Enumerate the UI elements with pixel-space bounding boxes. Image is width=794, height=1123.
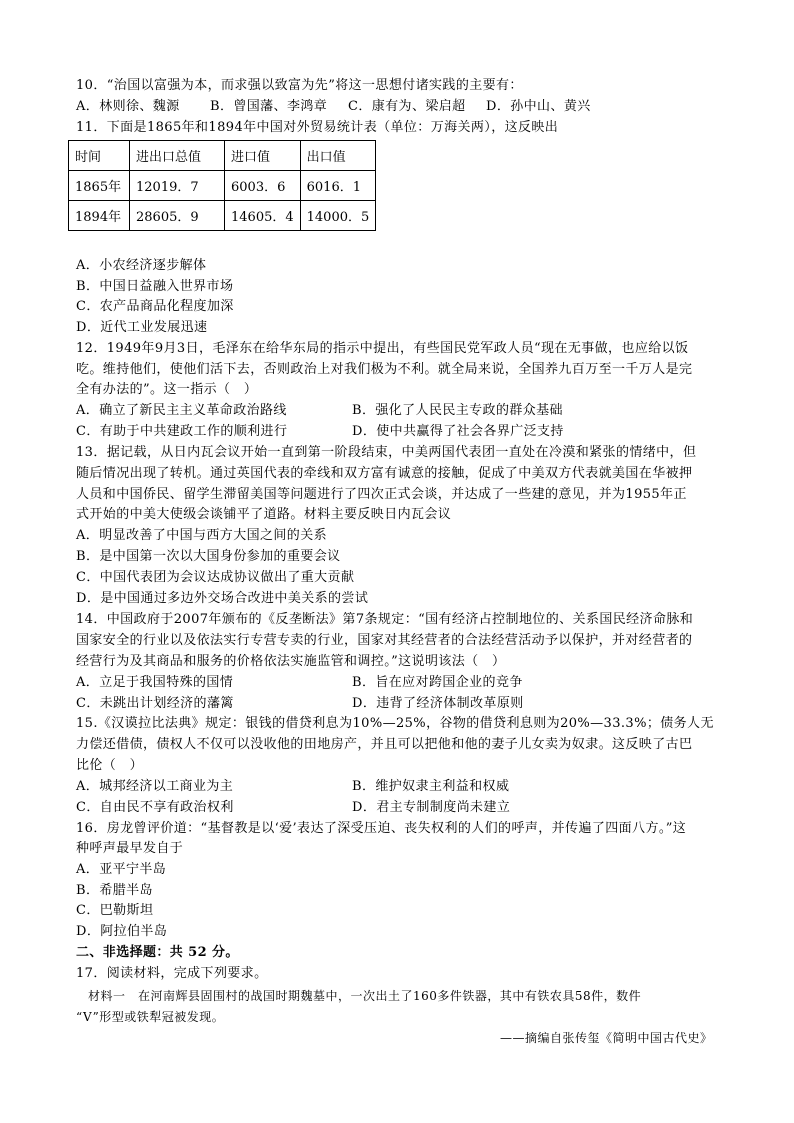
q10-option-d: D．孙中山、黄兴 xyxy=(486,99,591,114)
table-cell: 1865年 xyxy=(69,171,130,201)
material-one-line: 材料一 在河南辉县固围村的战国时期魏墓中，一次出土了160多件铁器，其中有铁农具58件，数件 xyxy=(88,989,642,1003)
q14-option-d: D．违背了经济体制改革原则 xyxy=(352,696,524,711)
table-cell: 1894年 xyxy=(69,201,130,231)
table-header-cell: 时间 xyxy=(69,141,130,171)
section-heading: 二、非选择题：共 52 分。 xyxy=(76,945,239,960)
material-one-line: “V”形型或铁犁冠被发现。 xyxy=(76,1010,225,1024)
question-14-line: 14．中国政府于2007年颁布的《反垄断法》第7条规定：“国有经济占控制地位的、关系国民经济命脉和 xyxy=(76,612,694,627)
q11-option-b: B．中国日益融入世界市场 xyxy=(76,279,234,294)
trade-statistics-table xyxy=(68,140,376,231)
q11-option-c: C．农产品商品化程度加深 xyxy=(76,299,234,314)
q15-option-a: A．城邦经济以工商业为主 xyxy=(76,779,234,794)
q10-option-a: A．林则徐、魏源 xyxy=(76,99,180,114)
q11-option-a: A．小农经济逐步解体 xyxy=(76,258,207,273)
q13-option-a: A．明显改善了中国与西方大国之间的关系 xyxy=(76,528,327,543)
q13-option-c: C．中国代表团为会议达成协议做出了重大贡献 xyxy=(76,570,355,585)
question-14-line: 经营行为及其商品和服务的价格依法实施监管和调控。”这说明该法（ ） xyxy=(76,654,506,669)
q16-option-b: B．希腊半岛 xyxy=(76,883,153,898)
q12-option-b: B．强化了人民民主专政的群众基础 xyxy=(352,403,563,418)
table-cell: 14605．4 xyxy=(225,201,301,231)
question-15-line: 15.《汉谟拉比法典》规定：银钱的借贷利息为10%—25%，谷物的借贷利息则为20%—33.3%；债务人无 xyxy=(76,716,714,731)
q13-option-b: B．是中国第一次以大国身份参加的重要会议 xyxy=(76,549,341,564)
table-header-cell: 进出口总值 xyxy=(130,141,225,171)
question-10-stem: 10．“治国以富强为本，而求强以致富为先”将这一思想付诸实践的主要有： xyxy=(76,78,523,93)
table-row xyxy=(69,171,376,201)
q14-option-c: C．未跳出计划经济的藩篱 xyxy=(76,696,234,711)
question-11-stem: 11．下面是1865年和1894年中国对外贸易统计表（单位：万海关两），这反映出 xyxy=(76,120,559,135)
q14-option-b: B．旨在应对跨国企业的竞争 xyxy=(352,675,523,690)
question-13-line: 式开始的中美大使级会谈铺平了道路。材料主要反映日内瓦会议 xyxy=(76,507,452,522)
table-cell: 28605．9 xyxy=(130,201,225,231)
q15-option-c: C．自由民不享有政治权利 xyxy=(76,800,234,815)
question-13-line: 随后情况出现了转机。通过英国代表的牵线和双方富有诚意的接触，促成了中美双方代表就美国在华被押 xyxy=(76,466,693,481)
q10-option-b: B．曾国藩、李鸿章 xyxy=(210,99,328,114)
q16-option-c: C．巴勒斯坦 xyxy=(76,903,154,918)
question-15-line: 力偿还借债，债权人不仅可以没收他的田地房产，并且可以把他和他的妻子儿女卖为奴隶。这反映了古巴 xyxy=(76,737,693,752)
question-13-line: 人员和中国侨民、留学生滞留美国等问题进行了四次正式会谈，并达成了一些建的意见，并为1955年正 xyxy=(76,487,687,502)
q11-option-d: D．近代工业发展迅速 xyxy=(76,320,208,335)
question-14-line: 国家安全的行业以及依法实行专营专卖的行业，国家对其经营者的合法经营活动予以保护，并对经营者的 xyxy=(76,633,693,648)
table-header-cell: 进口值 xyxy=(225,141,301,171)
table-cell: 6003．6 xyxy=(225,171,301,201)
question-13-line: 13．据记载，从日内瓦会议开始一直到第一阶段结束，中美两国代表团一直处在冷漠和紧张的情绪中，但 xyxy=(76,445,697,460)
question-17-stem: 17．阅读材料，完成下列要求。 xyxy=(76,966,268,981)
question-15-line: 比伦（ ） xyxy=(76,758,144,773)
table-header-row xyxy=(69,141,376,171)
q15-option-d: D．君主专制制度尚未建立 xyxy=(352,800,511,815)
table-row xyxy=(69,201,376,231)
question-12-line: 12．1949年9月3日，毛泽东在给华东局的指示中提出，有些国民党军政人员“现在无事做，也应给以饭 xyxy=(76,341,689,356)
table-cell: 14000．5 xyxy=(300,201,376,231)
question-16-line: 16．房龙曾评价道：“基督教是以‘爱’表达了深受压迫、丧失权利的人们的呼声，并传遍了四面八方。”这 xyxy=(76,821,687,836)
q10-option-c: C．康有为、梁启超 xyxy=(348,99,466,114)
q16-option-a: A．亚平宁半岛 xyxy=(76,862,167,877)
table-header-cell: 出口值 xyxy=(300,141,376,171)
material-source: ——摘编自张传玺《简明中国古代史》 xyxy=(500,1031,713,1045)
q13-option-d: D．是中国通过多边外交场合改进中美关系的尝试 xyxy=(76,591,369,606)
table-cell: 12019．7 xyxy=(130,171,225,201)
question-16-line: 种呼声最早发自于 xyxy=(76,841,184,856)
table-cell: 6016．1 xyxy=(300,171,376,201)
q15-option-b: B．维护奴隶主利益和权威 xyxy=(352,779,510,794)
q12-option-a: A．确立了新民主主义革命政治路线 xyxy=(76,403,287,418)
question-12-line: 全有办法的”。这一指示（ ） xyxy=(76,382,258,397)
q12-option-c: C．有助于中共建政工作的顺利进行 xyxy=(76,424,288,439)
q12-option-d: D．使中共赢得了社会各界广泛支持 xyxy=(352,424,564,439)
question-12-line: 吃。维持他们，使他们活下去，否则政治上对我们极为不利。就全局来说，全国养九百万至一千万人是完 xyxy=(76,362,693,377)
q14-option-a: A．立足于我国特殊的国情 xyxy=(76,675,234,690)
q16-option-d: D．阿拉伯半岛 xyxy=(76,924,168,939)
